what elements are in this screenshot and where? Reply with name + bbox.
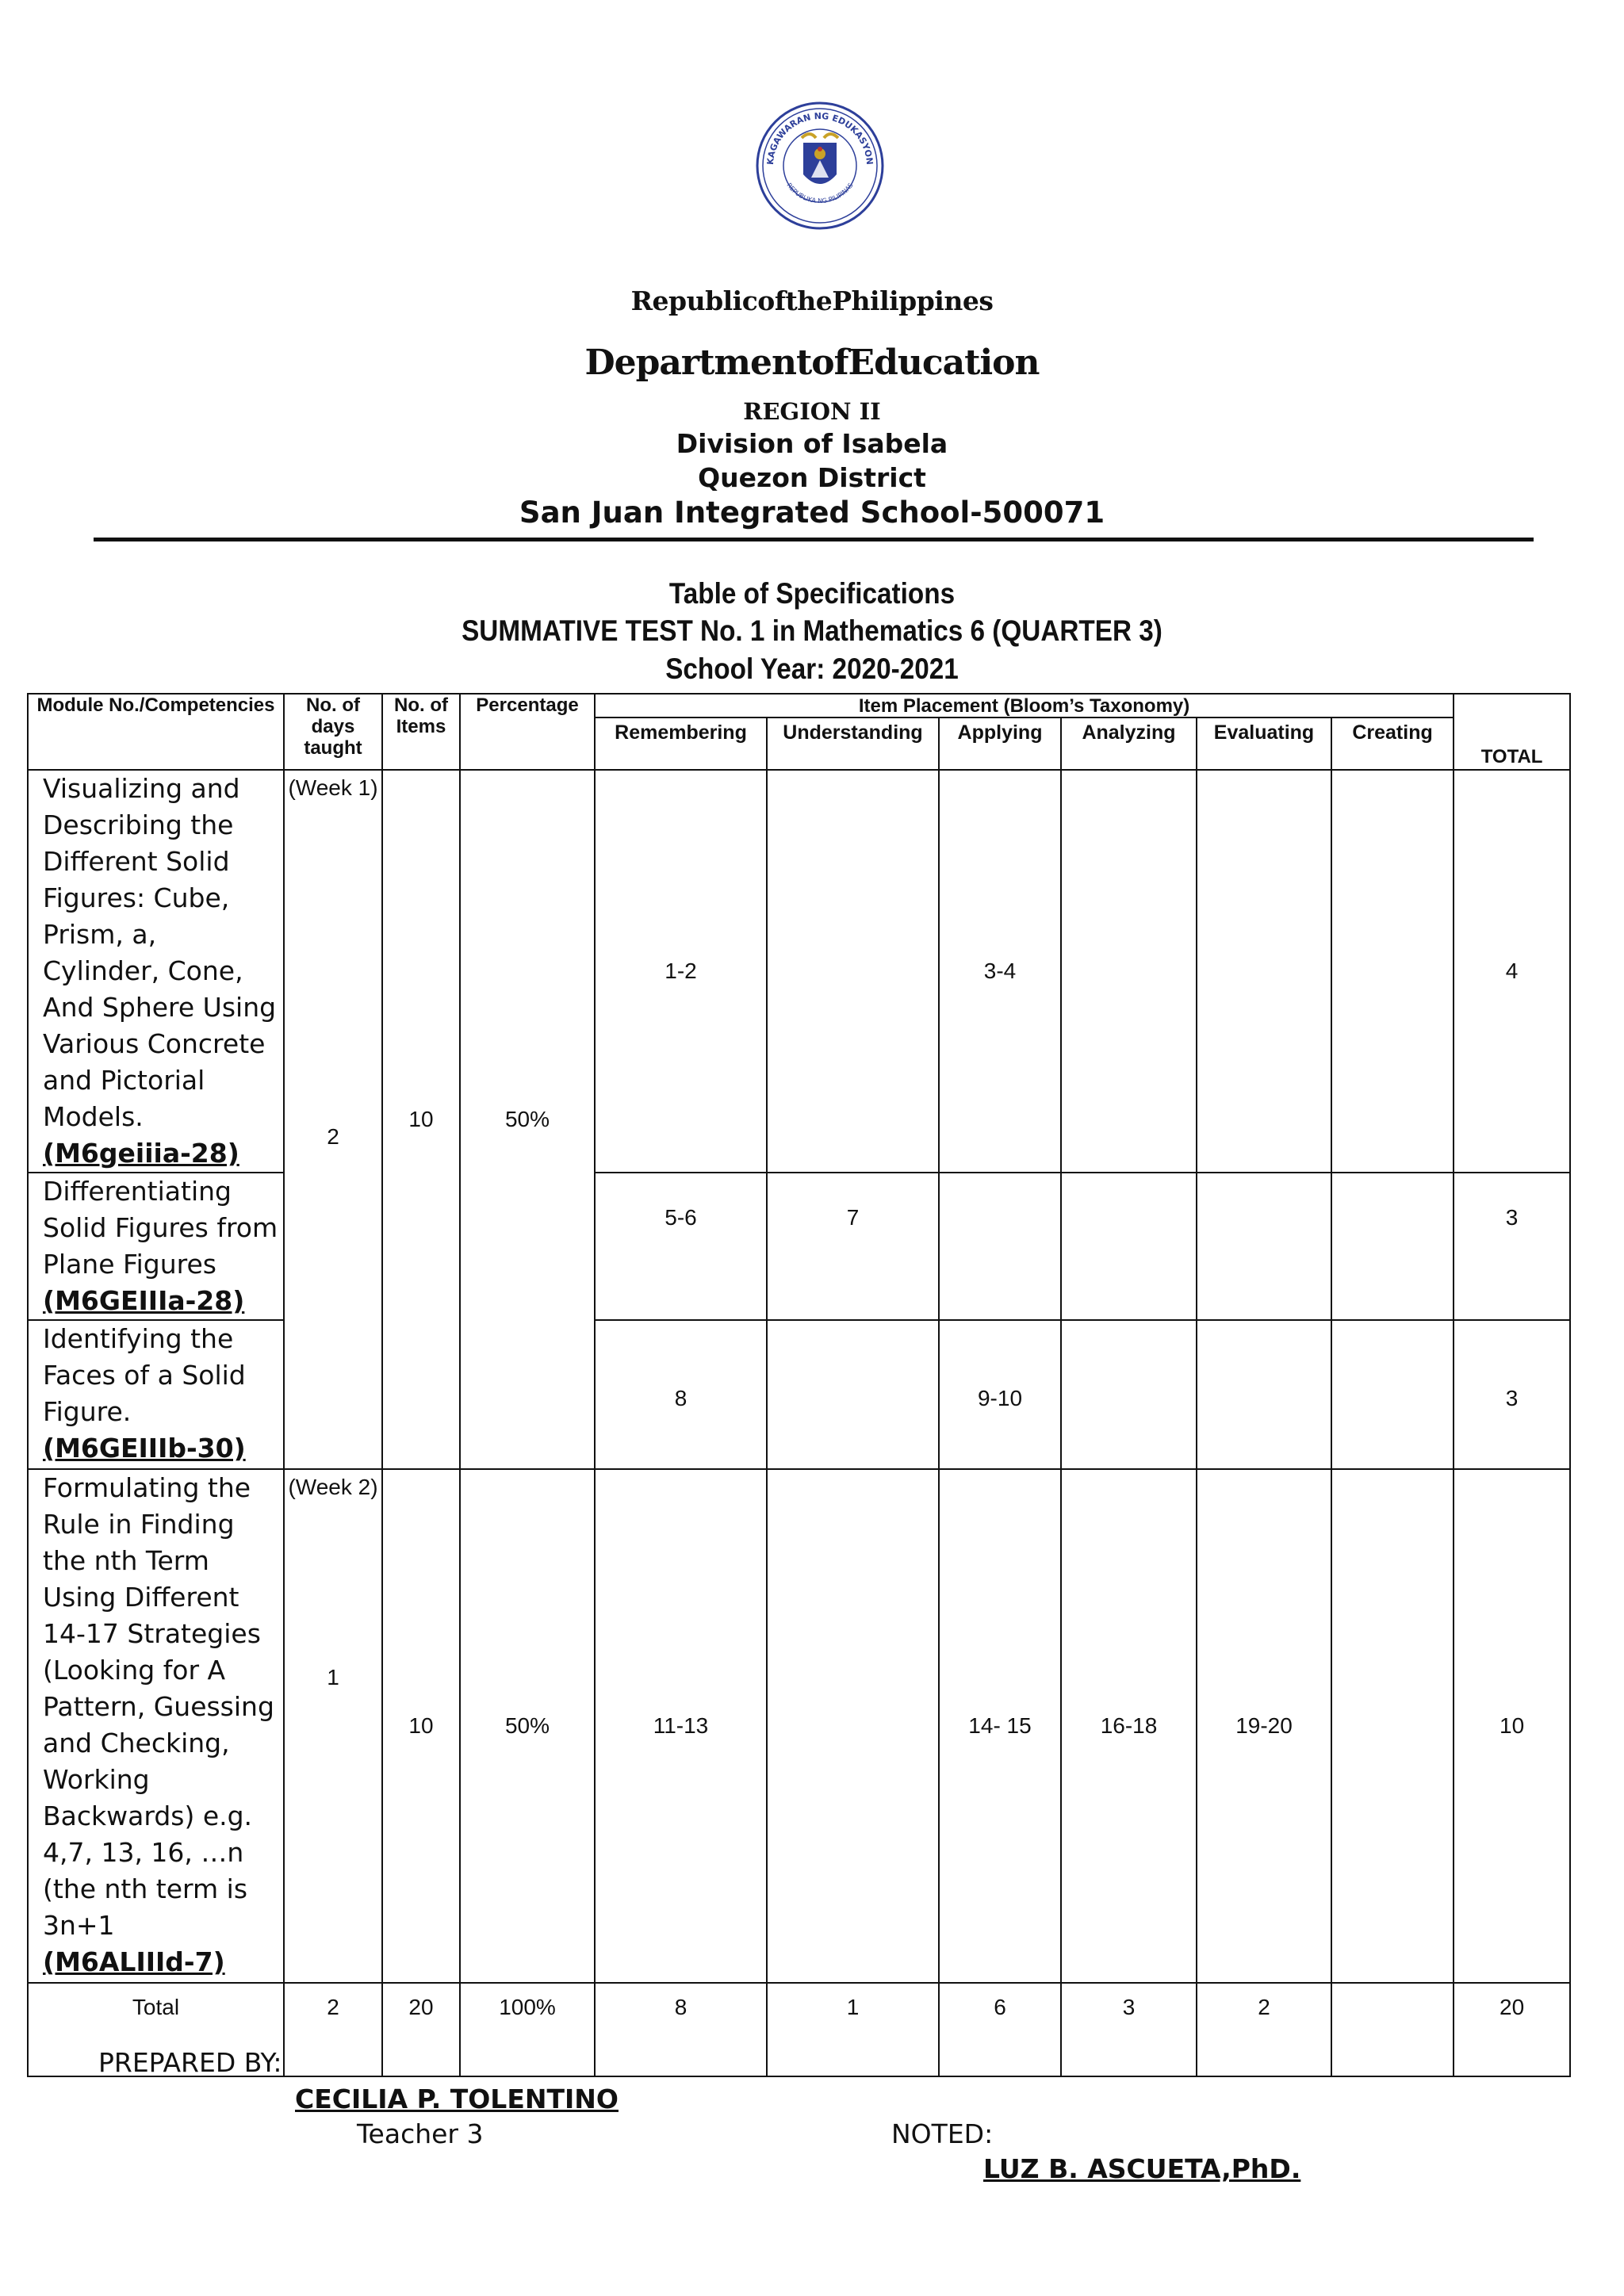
totals-remembering: 8: [595, 1983, 767, 2076]
totals-label: Total: [28, 1983, 284, 2076]
items-cell: 10: [382, 1469, 460, 1983]
analyzing-cell: 16-18: [1061, 1469, 1197, 1983]
totals-total: 20: [1454, 1983, 1570, 2076]
competency-text: Formulating the Rule in Finding the nth Term Using Different 14-17 Strategies (Looking for A Pattern, Guessing and Checking, Working Backwards) e.g. 4,7, 13, 16, …n (the nth term is 3n+1: [43, 1472, 274, 1941]
totals-evaluating: 2: [1197, 1983, 1331, 2076]
district-heading: Quezon District: [698, 462, 926, 493]
remembering-cell: 8: [595, 1320, 767, 1469]
percentage-cell: 50%: [460, 1469, 595, 1983]
understanding-cell: [767, 1320, 939, 1469]
header-days: No. of days taught: [284, 694, 382, 770]
header-remembering: Remembering: [595, 718, 767, 770]
competency-code: (M6GEIIIb-30): [43, 1433, 246, 1464]
division-heading: Division of Isabela: [676, 428, 948, 459]
header-total: TOTAL: [1454, 694, 1570, 770]
evaluating-cell: [1197, 1173, 1331, 1320]
table-row: [28, 1469, 1570, 1983]
header-competencies: Module No./Competencies: [28, 694, 284, 770]
totals-creating: [1331, 1983, 1454, 2076]
header-items: No. of Items: [382, 694, 460, 770]
creating-cell: [1331, 1469, 1454, 1983]
understanding-cell: [767, 770, 939, 1173]
header-applying: Applying: [939, 718, 1061, 770]
remembering-cell: 1-2: [595, 770, 767, 1173]
total-cell: 3: [1454, 1320, 1570, 1469]
competency-code: (M6ALIIId-7): [43, 1946, 225, 1977]
applying-cell: [939, 1173, 1061, 1320]
understanding-cell: 7: [767, 1173, 939, 1320]
table-row: [28, 770, 1570, 1173]
totals-percentage: 100%: [460, 1983, 595, 2076]
evaluating-cell: [1197, 770, 1331, 1173]
seal-ring-bottom-text: REPUBLIKA NG PILIPINAS: [785, 182, 855, 205]
evaluating-cell: [1197, 1320, 1331, 1469]
week-label: (Week 2): [288, 1475, 378, 1499]
region-heading: REGION II: [743, 398, 881, 425]
applying-cell: 9-10: [939, 1320, 1061, 1469]
header-evaluating: Evaluating: [1197, 718, 1331, 770]
analyzing-cell: [1061, 1320, 1197, 1469]
competency-code: (M6GEIIIa-28): [43, 1285, 245, 1316]
table-header-row: [28, 694, 1570, 718]
creating-cell: [1331, 1320, 1454, 1469]
header-item-placement: Item Placement (Bloom’s Taxonomy): [595, 694, 1454, 718]
school-heading: San Juan Integrated School-500071: [519, 496, 1105, 530]
republic-heading: RepublicofthePhilippines: [630, 285, 994, 316]
creating-cell: [1331, 770, 1454, 1173]
noter-name: LUZ B. ASCUETA,PhD.: [983, 2153, 1301, 2184]
percentage-cell: 50%: [460, 770, 595, 1469]
total-cell: 10: [1454, 1469, 1570, 1983]
header-analyzing: Analyzing: [1061, 718, 1197, 770]
creating-cell: [1331, 1173, 1454, 1320]
deped-seal-logo: [756, 101, 884, 230]
applying-cell: 14- 15: [939, 1469, 1061, 1983]
days-cell-week1: [284, 770, 382, 1469]
totals-analyzing: 3: [1061, 1983, 1197, 2076]
prepared-by-label: PREPARED BY:: [98, 2047, 282, 2078]
total-cell: 4: [1454, 770, 1570, 1173]
competency-cell: [28, 1469, 284, 1983]
totals-days: 2: [284, 1983, 382, 2076]
totals-items: 20: [382, 1983, 460, 2076]
competency-text: Visualizing and Describing the Different Solid Figures: Cube, Prism, a, Cylinder, Cone, And Sphere Using Various Concrete and Pictorial Models.: [43, 773, 277, 1132]
school-year: School Year: 2020-2021: [665, 652, 959, 685]
header-understanding: Understanding: [767, 718, 939, 770]
applying-cell: 3-4: [939, 770, 1061, 1173]
days-value: 2: [327, 1124, 339, 1149]
understanding-cell: [767, 1469, 939, 1983]
table-row: [28, 1173, 1570, 1320]
evaluating-cell: 19-20: [1197, 1469, 1331, 1983]
seal-ring-top-text: KAGAWARAN NG EDUKASYON: [764, 110, 875, 166]
noted-label: NOTED:: [891, 2118, 994, 2149]
competency-cell: [28, 1173, 284, 1320]
totals-understanding: 1: [767, 1983, 939, 2076]
analyzing-cell: [1061, 770, 1197, 1173]
specifications-table: [27, 693, 1571, 2077]
header-divider: [94, 538, 1534, 541]
competency-code: (M6geiiia-28): [43, 1138, 239, 1169]
header-creating: Creating: [1331, 718, 1454, 770]
competency-cell: [28, 1320, 284, 1469]
totals-applying: 6: [939, 1983, 1061, 2076]
analyzing-cell: [1061, 1173, 1197, 1320]
test-title: SUMMATIVE TEST No. 1 in Mathematics 6 (QUARTER 3): [462, 614, 1162, 647]
preparer-name: CECILIA P. TOLENTINO: [295, 2084, 619, 2114]
items-cell: 10: [382, 770, 460, 1469]
days-value: 1: [327, 1665, 339, 1689]
total-cell: 3: [1454, 1173, 1570, 1320]
competency-cell: [28, 770, 284, 1173]
table-row: [28, 1320, 1570, 1469]
competency-text: Identifying the Faces of a Solid Figure.: [43, 1323, 246, 1427]
days-cell-week2: [284, 1469, 382, 1983]
week-label: (Week 1): [288, 775, 378, 800]
remembering-cell: 5-6: [595, 1173, 767, 1320]
department-heading: DepartmentofEducation: [584, 342, 1040, 383]
competency-text: Differentiating Solid Figures from Plane Figures: [43, 1176, 278, 1280]
remembering-cell: 11-13: [595, 1469, 767, 1983]
preparer-role: Teacher 3: [357, 2118, 484, 2149]
header-percentage: Percentage: [460, 694, 595, 770]
document-title: Table of Specifications: [668, 577, 956, 610]
